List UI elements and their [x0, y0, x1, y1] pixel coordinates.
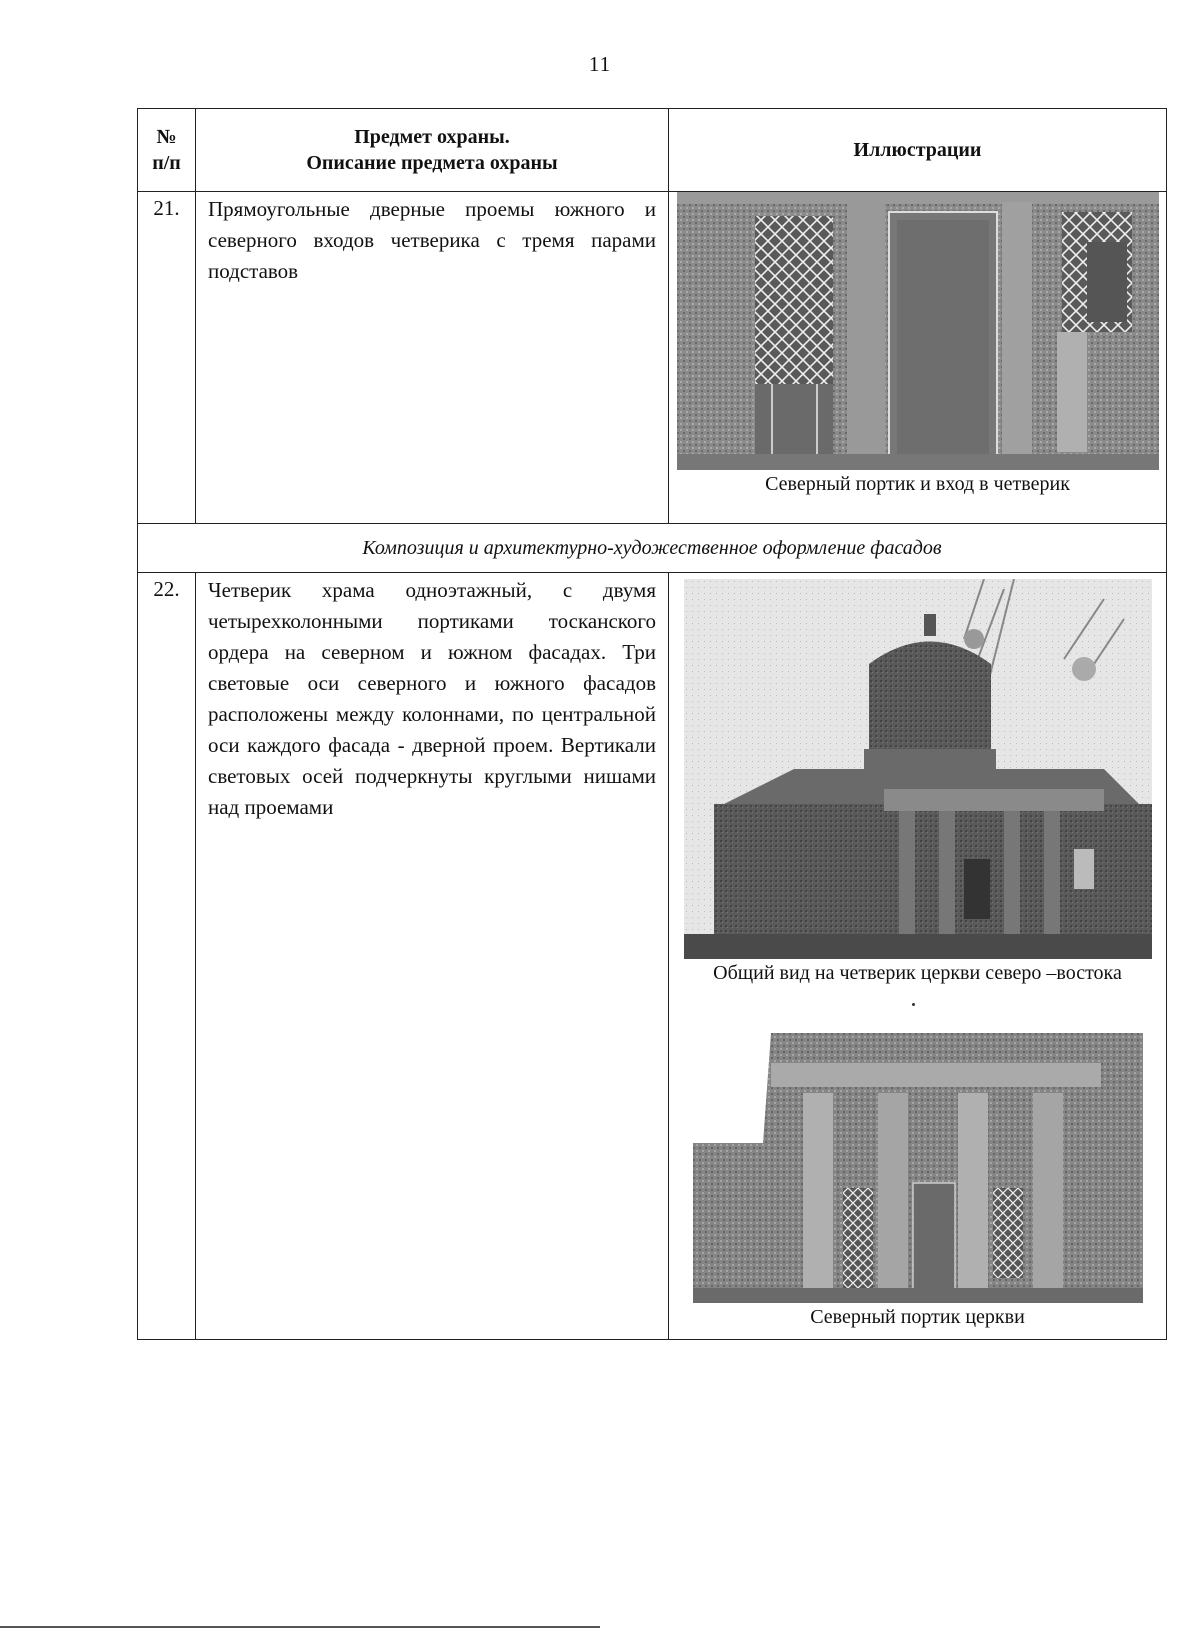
header-num-line2: п/п — [152, 152, 181, 174]
header-subject-line2: Описание предмета охраны — [306, 152, 558, 174]
page-number: 11 — [588, 52, 612, 76]
scan-speck — [912, 1003, 915, 1006]
photo-north-portico — [693, 1033, 1143, 1303]
photo-church-general-view — [684, 579, 1152, 959]
row-description: Четверик храма одноэтажный, с двумя четырехколонными портиками тосканского ордера на северном и южном фасадах. Три световые оси северного и южного фасадов расположены между колоннами, по центральной оси каждого фасада - дверной проем. Вертикали световых осей подчеркнуты круглыми нишами над проемами — [196, 573, 669, 1340]
row-number: 21. — [138, 192, 196, 524]
header-num-line1: № — [156, 126, 177, 148]
scan-edge-line — [0, 1626, 600, 1628]
table-row — [138, 192, 1167, 524]
header-subject-line1: Предмет охраны. — [354, 126, 510, 148]
row-number: 22. — [138, 573, 196, 1340]
photo-north-portico-entrance — [677, 192, 1159, 470]
section-title-row — [138, 524, 1167, 573]
photo-caption: Северный портик церкви — [810, 1306, 1025, 1328]
row-description: Прямоугольные дверные проемы южного и северного входов четверика с тремя парами подставов — [196, 192, 669, 524]
row-illustrations — [669, 573, 1167, 1340]
protection-table — [137, 108, 1167, 1340]
photo-caption: Общий вид на четверик церкви северо –востока — [713, 962, 1122, 984]
row-illustrations — [669, 192, 1167, 524]
table-row — [138, 573, 1167, 1340]
photo-caption: Северный портик и вход в четверик — [765, 473, 1070, 495]
header-num — [138, 109, 196, 192]
section-title: Композиция и архитектурно-художественное оформление фасадов — [138, 524, 1167, 573]
table-header-row — [138, 109, 1167, 192]
header-subject — [196, 109, 669, 192]
header-illustrations: Иллюстрации — [669, 109, 1167, 192]
